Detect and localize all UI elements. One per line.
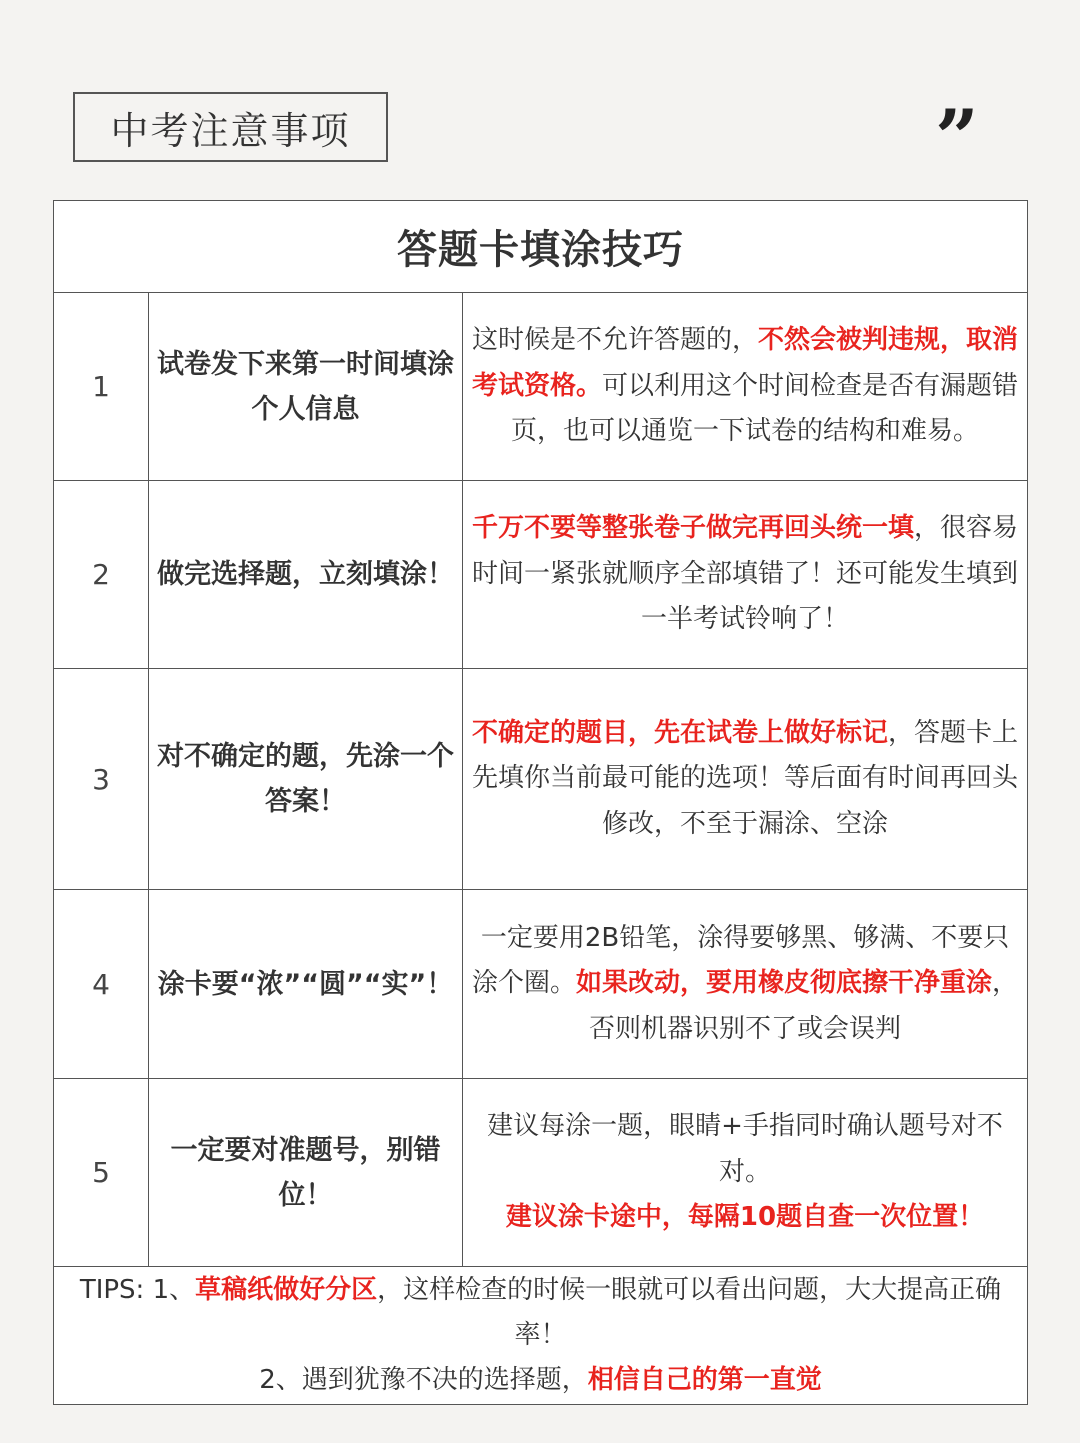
tips-text-1: ，这样检查的时候一眼就可以看出问题，大大提高正确率！ <box>377 1275 1002 1350</box>
row-number: 5 <box>54 1079 149 1267</box>
row-number: 3 <box>54 669 149 890</box>
desc-highlight: 千万不要等整张卷子做完再回头统一填 <box>471 513 914 544</box>
desc-highlight: 不确定的题目，先在试卷上做好标记 <box>471 717 888 748</box>
tips-table <box>53 200 1028 1405</box>
tips-row <box>54 1267 1028 1405</box>
table-row <box>54 481 1028 669</box>
table-row <box>54 293 1028 481</box>
row-number: 2 <box>54 481 149 669</box>
quote-mark-icon: ” <box>935 93 979 182</box>
row-topic: 涂卡要“浓”“圆”“实”！ <box>149 890 463 1079</box>
desc-text: ，答题卡上先填你当前最可能的选项！等后面有时间再回头修改，不至于漏涂、空涂 <box>472 717 1019 839</box>
table-row <box>54 1079 1028 1267</box>
desc-text: 建议每涂一题，眼睛+手指同时确认题号对不对。 <box>487 1111 1003 1187</box>
desc-text: 这时候是不允许答题的， <box>471 325 758 356</box>
row-description <box>463 669 1028 890</box>
desc-text: ，否则机器识别不了或会误判 <box>589 968 1019 1044</box>
row-number: 1 <box>54 293 149 481</box>
tips-highlight-2: 相信自己的第一直觉 <box>587 1365 822 1395</box>
desc-text: 一定要用2B铅笔，涂得要够黑、够满、不要只涂个圈。 <box>471 922 1010 999</box>
page-title: 中考注意事项 <box>73 92 388 162</box>
row-number: 4 <box>54 890 149 1079</box>
desc-highlight: 不然会被判违规，取消考试资格。 <box>471 325 1019 401</box>
tips-text-2: 2、遇到犹豫不决的选择题， <box>259 1365 588 1395</box>
tips-highlight-1: 草稿纸做好分区 <box>195 1275 378 1305</box>
row-topic: 做完选择题，立刻填涂！ <box>149 481 463 669</box>
desc-text: 可以利用这个时间检查是否有漏题错页，也可以通览一下试卷的结构和难易。 <box>511 370 1019 447</box>
tips-prefix: TIPS: 1、 <box>79 1275 196 1305</box>
table-row <box>54 890 1028 1079</box>
row-description <box>463 1079 1028 1267</box>
row-description <box>463 890 1028 1079</box>
desc-highlight: 建议涂卡途中，每隔10题自查一次位置！ <box>505 1202 985 1233</box>
desc-highlight: 如果改动，要用橡皮彻底擦干净重涂 <box>576 968 993 999</box>
desc-text: ，很容易时间一紧张就顺序全部填错了！还可能发生填到一半考试铃响了！ <box>472 513 1019 635</box>
row-topic: 试卷发下来第一时间填涂个人信息 <box>149 293 463 481</box>
tips-cell <box>54 1267 1028 1405</box>
row-topic: 对不确定的题，先涂一个答案！ <box>149 669 463 890</box>
row-description <box>463 481 1028 669</box>
row-topic: 一定要对准题号，别错位！ <box>149 1079 463 1267</box>
table-row <box>54 669 1028 890</box>
row-description <box>463 293 1028 481</box>
table-title: 答题卡填涂技巧 <box>54 201 1028 293</box>
